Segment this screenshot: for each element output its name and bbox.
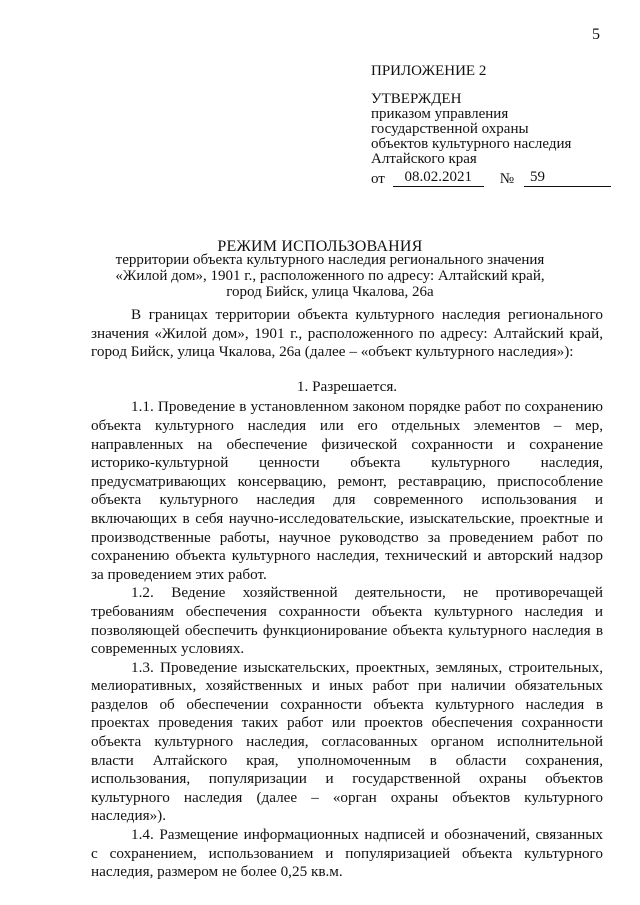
approval-line: объектов культурного наследия bbox=[371, 136, 572, 152]
document-body bbox=[91, 306, 603, 882]
approval-line: государственной охраны bbox=[371, 121, 529, 137]
date-prefix: от bbox=[371, 171, 385, 187]
appendix-label: ПРИЛОЖЕНИЕ 2 bbox=[371, 63, 487, 79]
document-subtitle bbox=[100, 252, 560, 300]
page-number: 5 bbox=[592, 26, 600, 43]
subtitle-line: город Бийск, улица Чкалова, 26а bbox=[226, 284, 434, 300]
item-paragraph: 1.4. Размещение информационных надписей и обозначений, связанных с сохранением, использованием и популяризацией объекта культурного наследия, размером не более 0,25 кв.м. bbox=[91, 826, 603, 881]
approval-date: 08.02.2021 bbox=[393, 170, 484, 187]
item-paragraph: 1.3. Проведение изыскательских, проектных, земляных, строительных, мелиоративных, хозяйственных и иных работ при наличии обязательных разделов об обеспечении сохранности объекта культурного наследия в проектах проведения таких работ или проектов обеспечения сохранности объекта культурного наследия, согласованных органом исполнительной власти Алтайского края, уполномоченным в области сохранения, использования, популяризации и государственной охраны объектов культурного наследия (далее – «орган охраны объектов культурного наследия»). bbox=[91, 658, 603, 825]
approval-number: 59 bbox=[524, 170, 611, 187]
item-paragraph: 1.2. Ведение хозяйственной деятельности, не противоречащей требованиям обеспечения сохранности объекта культурного наследия и позволяющей обеспечить функционирование объекта культурного наследия в современных условиях. bbox=[91, 584, 603, 658]
approval-line: приказом управления bbox=[371, 106, 509, 122]
intro-paragraph: В границах территории объекта культурного наследия регионального значения «Жилой дом», 1901 г., расположенного по адресу: Алтайский край, город Бийск, улица Чкалова, 26а (далее – «объект культурного наследия»): bbox=[91, 306, 603, 361]
approval-block bbox=[371, 64, 611, 187]
document-title: РЕЖИМ ИСПОЛЬЗОВАНИЯ bbox=[217, 238, 423, 255]
subtitle-line: «Жилой дом», 1901 г., расположенного по адресу: Алтайский край, bbox=[115, 268, 545, 284]
approved-label: УТВЕРЖДЕН bbox=[371, 91, 462, 107]
approval-date-line bbox=[371, 170, 611, 187]
section-heading: 1. Разрешается. bbox=[296, 377, 398, 395]
item-paragraph: 1.1. Проведение в установленном законом порядке работ по сохранению объекта культурного наследия или его отдельных элементов – мер, направленных на обеспечение физической сохранности и сохранение историко-культурной ценности объекта культурного наследия, предусматривающих консервацию, ремонт, реставрацию, приспособление объекта культурного наследия для современного использования и включающих в себя научно-исследовательские, изыскательские, проектные и производственные работы, научное руководство за проведением работ по сохранению объекта культурного наследия, технический и авторский надзор за проведением этих работ. bbox=[91, 398, 603, 583]
number-sign: № bbox=[499, 171, 515, 187]
approval-line: Алтайского края bbox=[371, 151, 477, 167]
subtitle-line: территории объекта культурного наследия регионального значения bbox=[115, 252, 545, 268]
